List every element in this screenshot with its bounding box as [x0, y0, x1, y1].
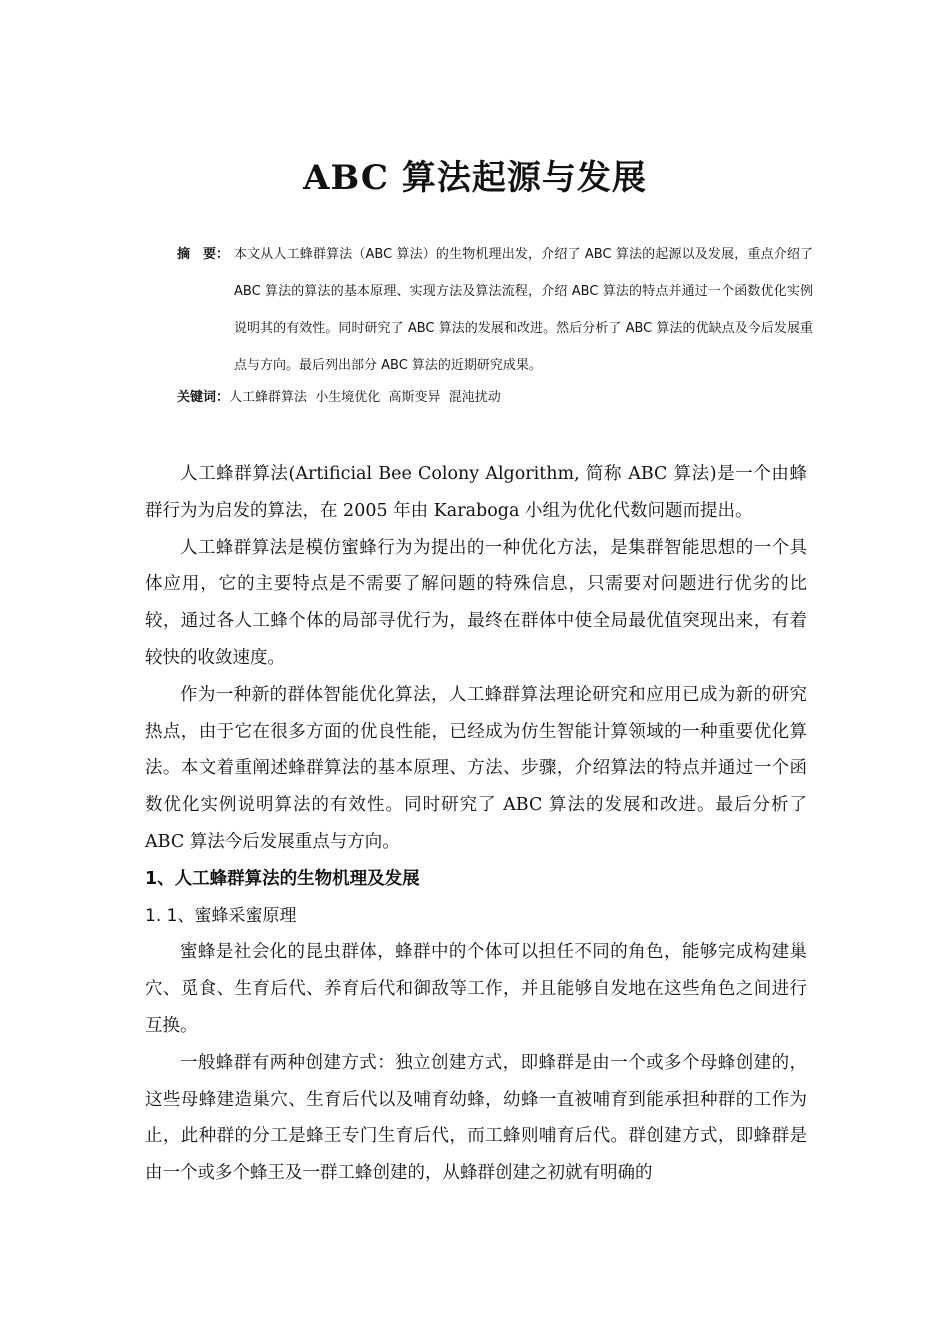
abstract-block: [177, 236, 813, 384]
paragraph-2: 人工蜂群算法是模仿蜜蜂行为为提出的一种优化方法，是集群智能思想的一个具体应用，它的主要特点是不需要了解问题的特殊信息，只需要对问题进行优劣的比较，通过各人工蜂个体的局部寻优行为，最终在群体中使全局最优值突现出来，有着较快的收敛速度。: [145, 537, 807, 668]
paper-title: ABC 算法起源与发展: [303, 158, 647, 198]
body-text: [145, 456, 807, 1192]
paragraph-3: 作为一种新的群体智能优化算法，人工蜂群算法理论研究和应用已成为新的研究热点，由于它在很多方面的优良性能，已经成为仿生智能计算领域的一种重要优化算法。本文着重阐述蜂群算法的基本原理、方法、步骤，介绍算法的特点并通过一个函数优化实例说明算法的有效性。同时研究了 ABC 算法的发展和改进。最后分析了 ABC 算法今后发展重点与方向。: [145, 684, 807, 852]
keywords-label: 关键词：: [177, 390, 230, 405]
section-heading-1: 1、人工蜂群算法的生物机理及发展: [145, 868, 420, 889]
subsection-heading-1-1: 1. 1、蜜蜂采蜜原理: [145, 905, 297, 926]
abstract-text: 本文从人工蜂群算法（ABC 算法）的生物机理出发，介绍了 ABC 算法的起源以及发展，重点介绍了 ABC 算法的算法的基本原理、实现方法及算法流程，介绍 ABC 算法的特点并通过一个函数优化实例说明其的有效性。同时研究了 ABC 算法的发展和改进。然后分析了 ABC 算法的优缺点及今后发展重点与方向。最后列出部分 ABC 算法的近期研究成果。: [234, 247, 813, 373]
paragraph-5: 一般蜂群有两种创建方式：独立创建方式，即蜂群是由一个或多个母蜂创建的，这些母蜂建造巢穴、生育后代以及哺育幼蜂，幼蜂一直被哺育到能承担种群的工作为止，此种群的分工是蜂王专门生育后代，而工蜂则哺育后代。群创建方式，即蜂群是由一个或多个蜂王及一群工蜂创建的，从蜂群创建之初就有明确的: [145, 1052, 807, 1184]
abstract-label: 摘 要：: [177, 247, 230, 262]
paragraph-1: 人工蜂群算法(Artificial Bee Colony Algorithm, 简称 ABC 算法)是一个由蜂群行为为启发的算法，在 2005 年由 Karaboga 小组为优化代数问题而提出。: [145, 464, 807, 521]
keywords-items: 人工蜂群算法 小生境优化 高斯变异 混沌扰动: [229, 390, 501, 405]
keywords-line: [177, 386, 501, 405]
paragraph-4: 蜜蜂是社会化的昆虫群体，蜂群中的个体可以担任不同的角色，能够完成构建巢穴、觅食、生育后代、养育后代和御敌等工作，并且能够自发地在这些角色之间进行互换。: [145, 942, 807, 1036]
